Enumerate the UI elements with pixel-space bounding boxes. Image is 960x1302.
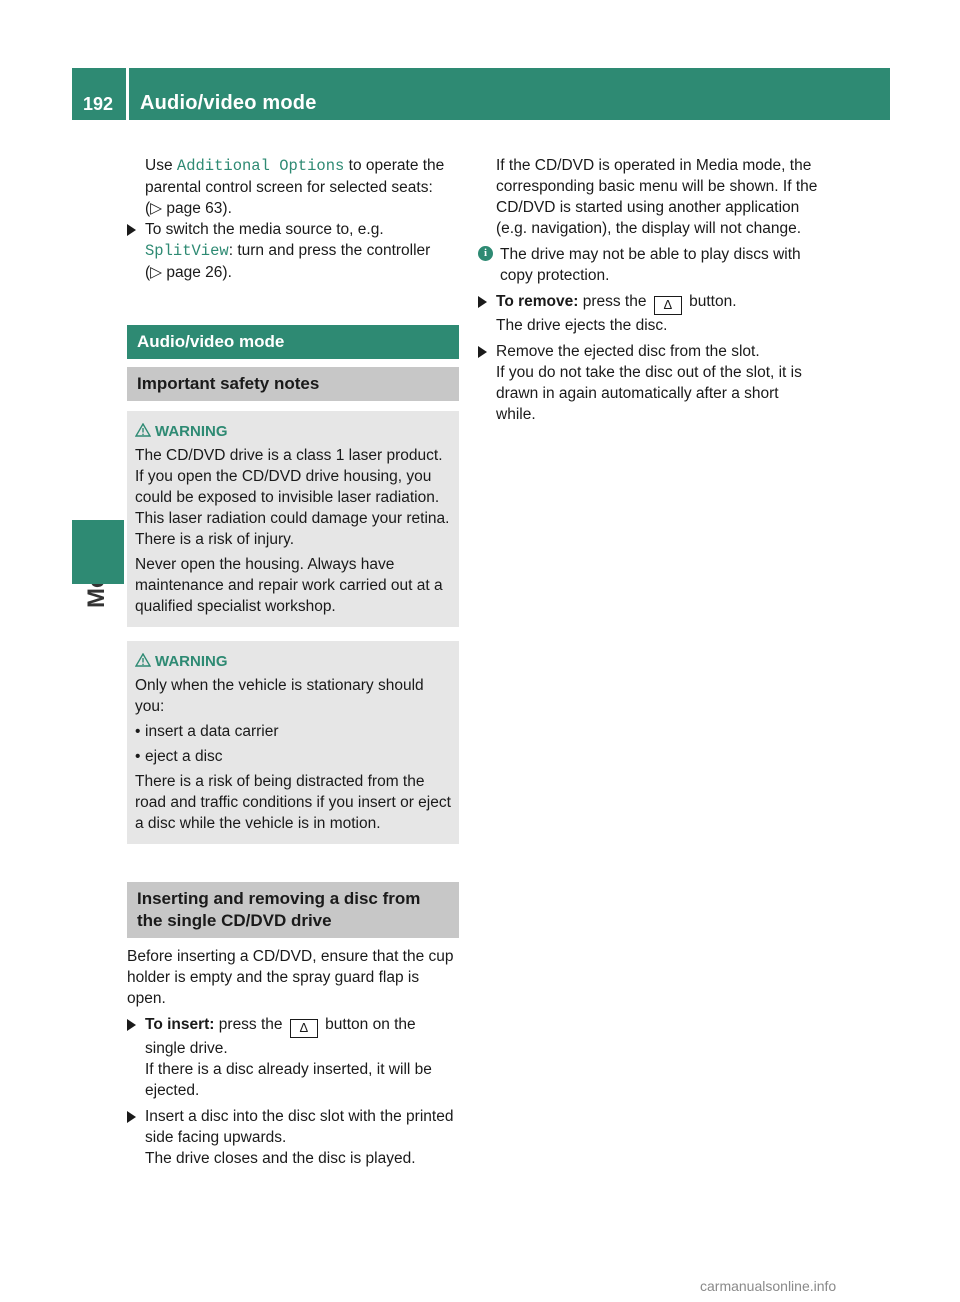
section-audio-video-mode: Audio/video mode — [127, 325, 459, 359]
page-title: Audio/video mode — [140, 92, 317, 114]
eject-button-icon: ∆ — [654, 296, 682, 315]
page-number: 192 — [82, 94, 114, 114]
warning-title — [135, 421, 451, 442]
side-tab-block — [72, 520, 124, 584]
step-switch-source — [127, 219, 459, 283]
warning-box-laser — [127, 411, 459, 627]
step-insert-disc — [127, 1106, 459, 1169]
insert-text-b: button on the single drive. — [145, 1016, 416, 1057]
remove-disc-text-b: If you do not take the disc out of the slot, it is drawn in again automatically after a short while. — [496, 364, 802, 423]
intro-rest: to operate the parental control screen for selected seats: — [145, 157, 445, 196]
step1-text-b: : turn and press the controller — [228, 242, 431, 259]
remove-text-a: press the — [582, 293, 647, 310]
remove-text-c: The drive ejects the disc. — [496, 317, 668, 334]
intro-paragraph — [145, 155, 459, 219]
bullet-item: • eject a disc — [135, 746, 451, 767]
info-icon: i — [478, 246, 493, 261]
insert-disc-text-b: The drive closes and the disc is played. — [145, 1150, 416, 1167]
insert-label: To insert: — [145, 1016, 215, 1033]
intro-use: Use — [145, 157, 173, 174]
remove-label: To remove: — [496, 293, 579, 310]
warning2-paragraph1: Only when the vehicle is stationary should you: — [135, 677, 424, 715]
additional-options-code: Additional Options — [176, 157, 345, 175]
warning-title-text: WARNING — [155, 653, 228, 670]
section-inserting-removing: Inserting and removing a disc from the single CD/DVD drive — [127, 882, 459, 938]
watermark-text: carmanualsonline.info — [700, 1278, 837, 1294]
step-arrow-icon — [478, 296, 487, 308]
remove-disc-text-a: Remove the ejected disc from the slot. — [496, 343, 760, 360]
insert-text-c: If there is a disc already inserted, it will be ejected. — [145, 1061, 432, 1099]
warning-box-distraction — [127, 641, 459, 844]
step-arrow-icon — [127, 1111, 136, 1123]
warning-title-text: WARNING — [155, 423, 228, 440]
step-insert — [127, 1014, 459, 1101]
step1-page-ref: (▷ page 26). — [145, 264, 232, 281]
step-remove-disc — [478, 341, 818, 425]
warning1-paragraph1: The CD/DVD drive is a class 1 laser product. If you open the CD/DVD drive housing, you could be exposed to invisible laser radiation. This laser radiation could damage your retina. There is a risk of injury. — [135, 447, 450, 548]
step-arrow-icon — [127, 224, 136, 236]
warning2-paragraph2: There is a risk of being distracted from the road and traffic conditions if you insert or eject a disc while the vehicle is in motion. — [135, 773, 451, 832]
right-column — [478, 155, 818, 425]
remove-text-b: button. — [689, 293, 737, 310]
insert-text-a: press the — [218, 1016, 283, 1033]
info-text: The drive may not be able to play discs with copy protection. — [500, 246, 801, 284]
info-note — [478, 244, 818, 286]
splitview-code: SplitView — [145, 242, 229, 260]
eject-button-icon: ∆ — [290, 1019, 318, 1038]
warning1-paragraph2: Never open the housing. Always have maintenance and repair work carried out at a qualified specialist workshop. — [135, 556, 443, 615]
section-safety-notes: Important safety notes — [127, 367, 459, 401]
header-divider — [126, 68, 129, 120]
warning-triangle-icon — [135, 653, 151, 667]
insert-disc-text-a: Insert a disc into the disc slot with the printed side facing upwards. — [145, 1108, 454, 1146]
step-remove — [478, 291, 818, 336]
step1-text-a: To switch the media source to, e.g. — [145, 221, 384, 238]
step-arrow-icon — [127, 1019, 136, 1031]
step-arrow-icon — [478, 346, 487, 358]
warning-title — [135, 651, 451, 672]
insert-intro-paragraph: Before inserting a CD/DVD, ensure that the cup holder is empty and the spray guard flap is open. — [127, 948, 454, 1007]
warning-triangle-icon — [135, 423, 151, 437]
intro-page-ref: (▷ page 63). — [145, 200, 232, 217]
bullet-item: • insert a data carrier — [135, 721, 451, 742]
media-mode-paragraph: If the CD/DVD is operated in Media mode, the corresponding basic menu will be shown. If the CD/DVD is started using another application (e.g. navigation), the display will not change. — [496, 157, 818, 237]
left-column — [127, 155, 459, 1169]
